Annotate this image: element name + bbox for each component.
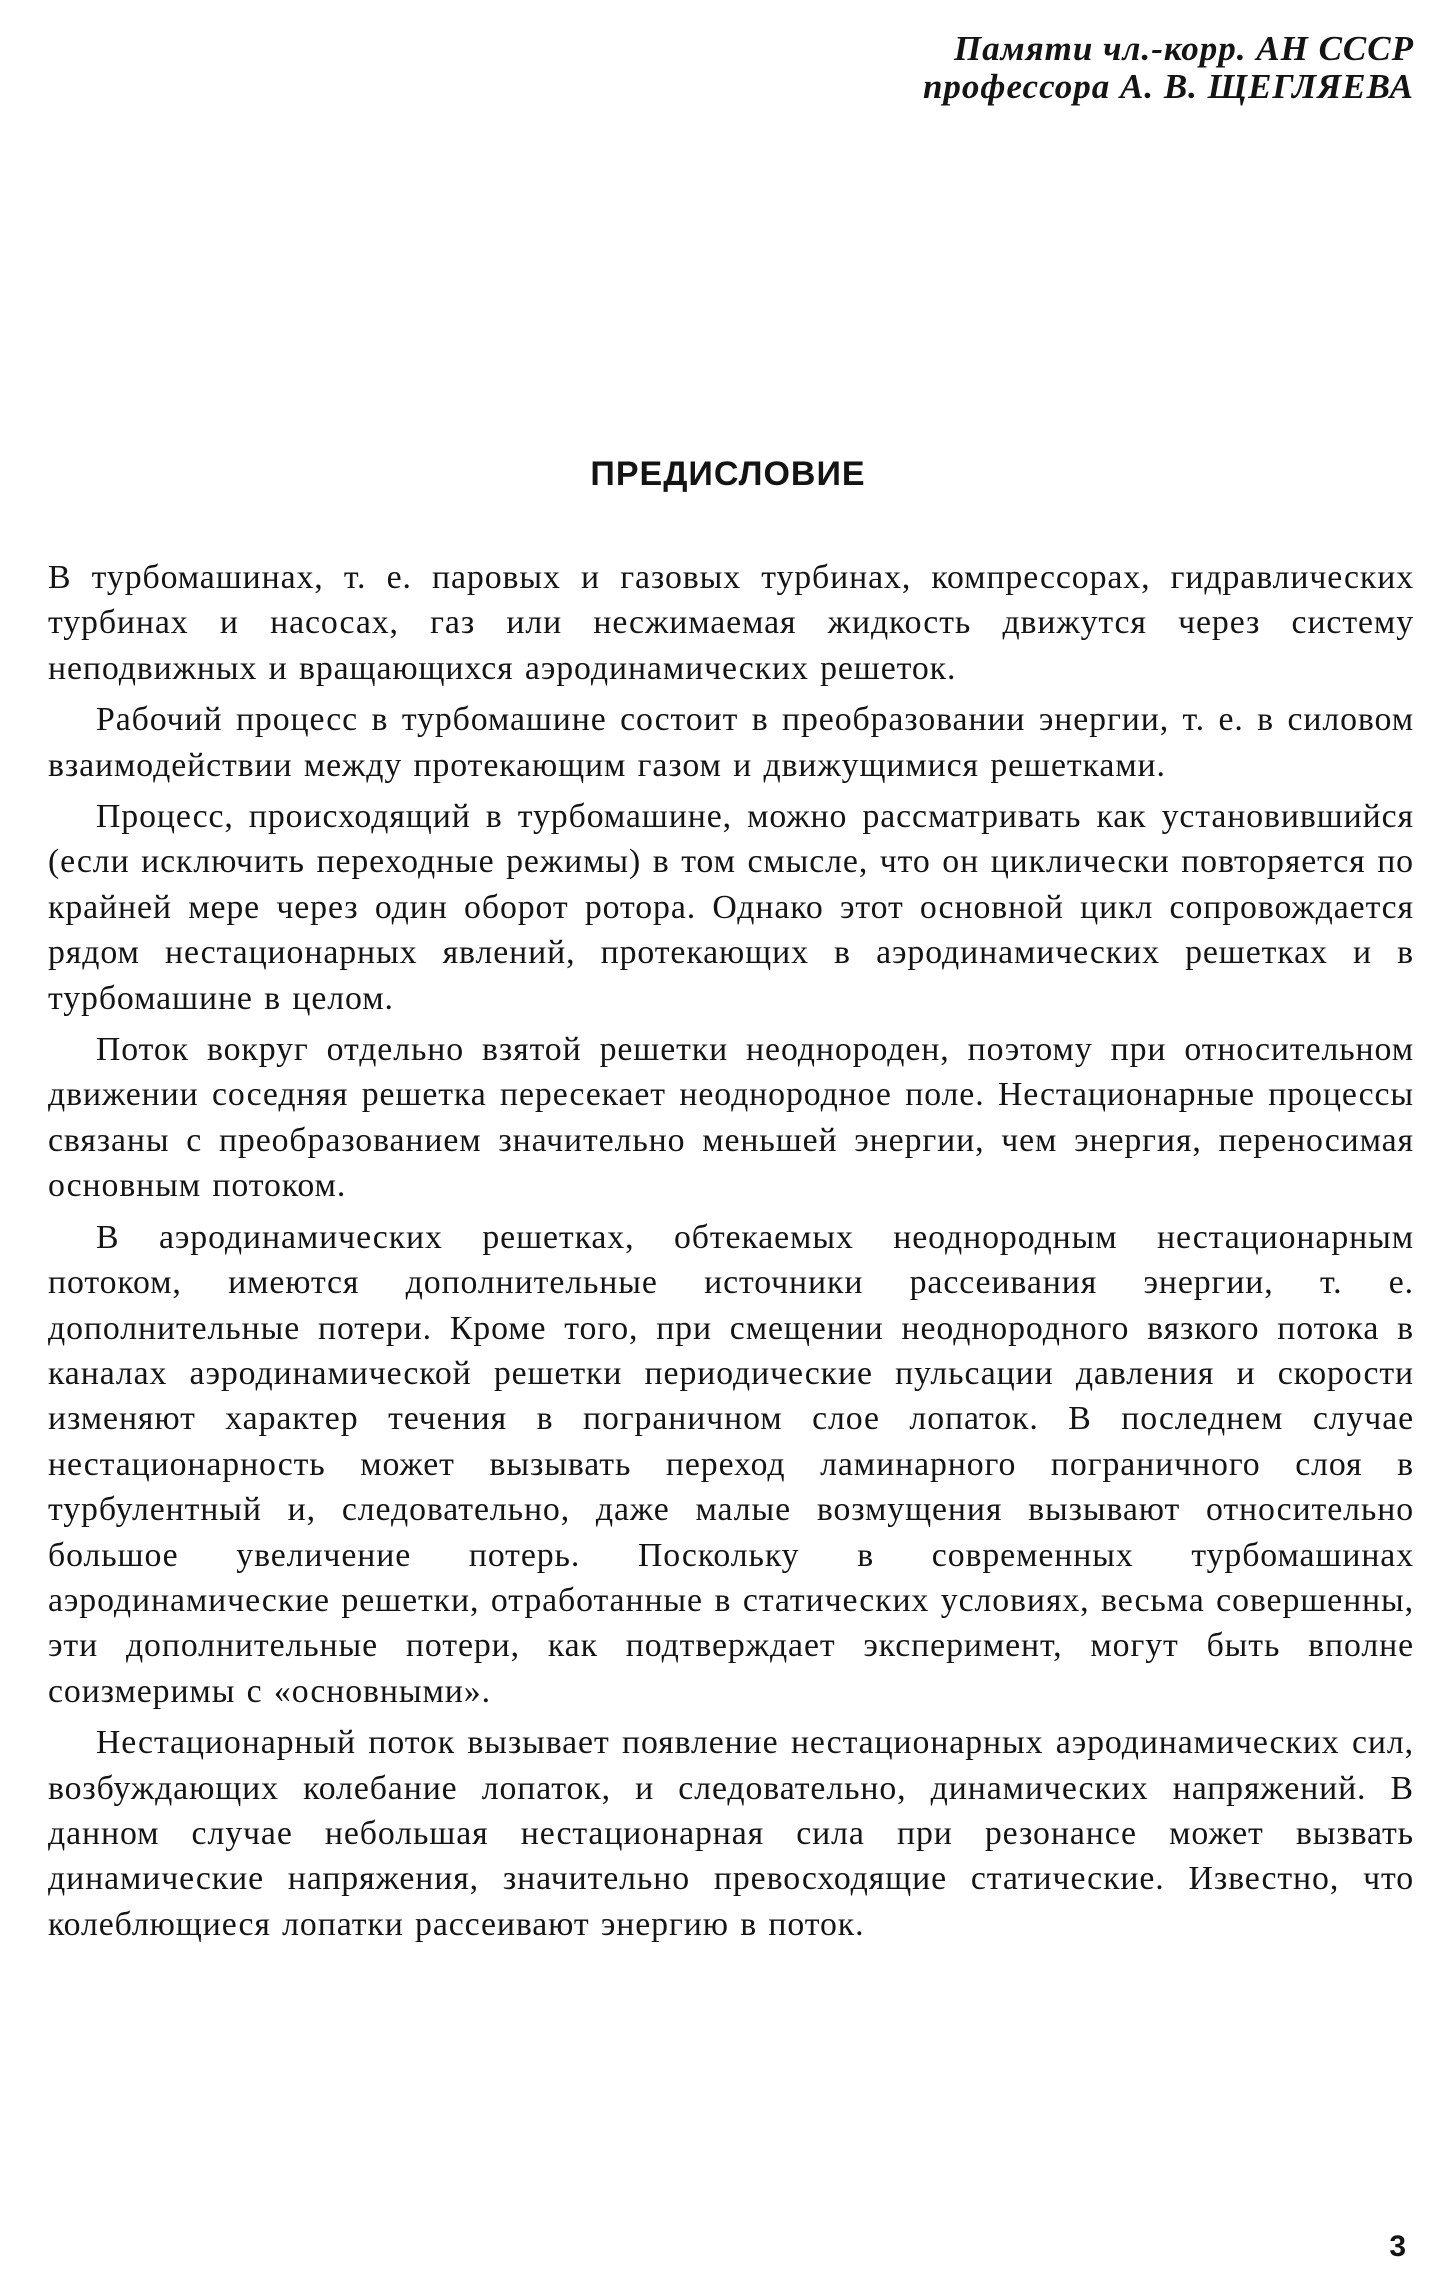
dedication-line-2: профессора А. В. ЩЕГЛЯЕВА	[922, 67, 1414, 106]
paragraph-4: Поток вокруг отдельно взятой решетки неоднороден, поэтому при относительном движении соседняя решетка пересекает неоднородное поле. Нестационарные процессы связаны с преобразованием значительно меньшей энергии, чем энергия, переносимая основным потоком.	[48, 1031, 1414, 1205]
paragraph-5: В аэродинамических решетках, обтекаемых неоднородным нестационарным потоком, имеются дополнительные источники рассеивания энергии, т. е. дополнительные потери. Кроме того, при смещении неоднородного вязкого потока в каналах аэродинамической решетки периодические пульсации давления и скорости изменяют характер течения в пограничном слое лопаток. В последнем случае нестационарность может вызывать переход ламинарного пограничного слоя в турбулентный и, следовательно, даже малые возмущения вызывают относительно большое увеличение потерь. Поскольку в современных турбомашинах аэродинамические решетки, отработанные в статических условиях, весьма совершенны, эти дополнительные потери, как подтверждает эксперимент, могут быть вполне соизмеримы с «основными».	[48, 1218, 1414, 1710]
page-number: 3	[1389, 2230, 1406, 2263]
body-text	[48, 555, 1414, 1953]
dedication	[714, 30, 1414, 106]
dedication-line-1: Памяти чл.-корр. АН СССР	[953, 29, 1414, 68]
paragraph-2: Рабочий процесс в турбомашине состоит в преобразовании энергии, т. е. в силовом взаимодействии между протекающим газом и движущимися решетками.	[48, 701, 1414, 784]
paragraph-3: Процесс, происходящий в турбомашине, можно рассматривать как установившийся (если исключить переходные режимы) в том смысле, что он циклически повторяется по крайней мере через один оборот ротора. Однако этот основной цикл сопровождается рядом нестационарных явлений, протекающих в аэродинамических решетках и в турбомашине в целом.	[48, 798, 1414, 1017]
paragraph-1: В турбомашинах, т. е. паровых и газовых турбинах, компрессорах, гидравлических турбинах и насосах, газ или несжимаемая жидкость движутся через систему неподвижных и вращающихся аэродинамических решеток.	[48, 559, 1414, 687]
page-title: ПРЕДИСЛОВИЕ	[590, 455, 866, 493]
paragraph-6: Нестационарный поток вызывает появление нестационарных аэродинамических сил, возбуждающих колебание лопаток, и следовательно, динамических напряжений. В данном случае небольшая нестационарная сила при резонансе может вызвать динамические напряжения, значительно превосходящие статические. Известно, что колеблющиеся лопатки рассеивают энергию в поток.	[48, 1724, 1414, 1943]
